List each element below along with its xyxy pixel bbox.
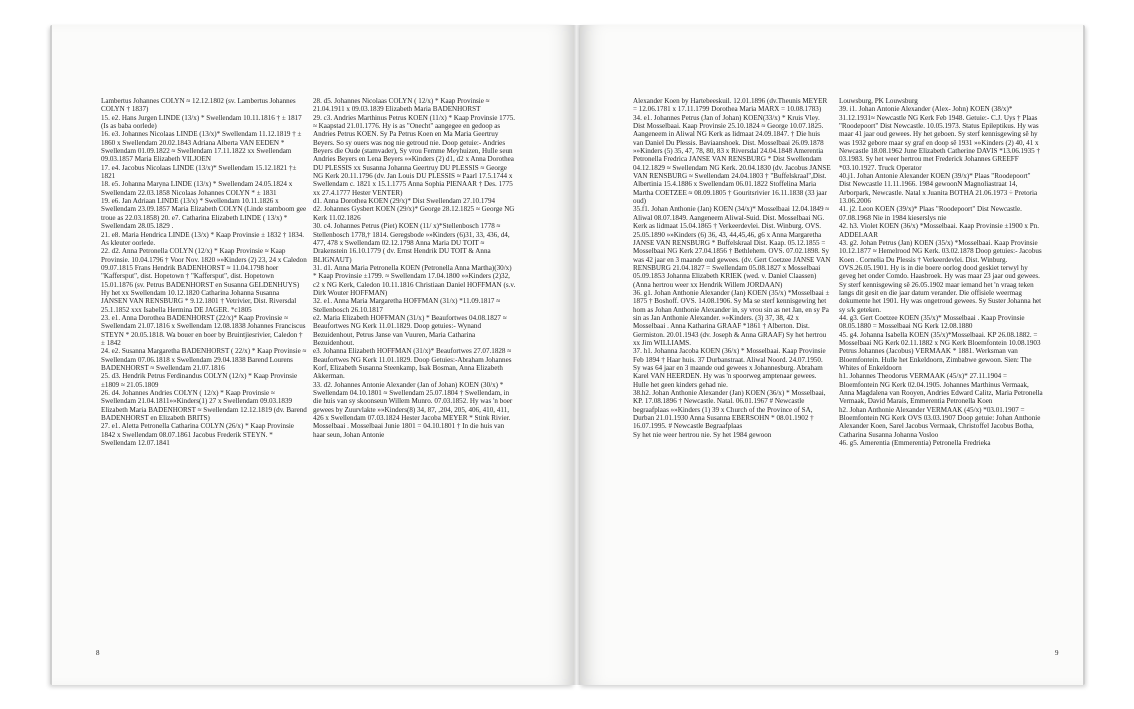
genealogy-entry: 40.j1. Johan Antonie Alexander KOEN (39/x)* Plaas "Roodepoort" Dist Newcastle 11.11.1966. 1984 gewoonN Magnoliastraat 14, Arborpark, Newcastle. Natal x Juanita BOTHA 21.06.1973 ÷ Pretoria 13.06.2006 [839,172,1038,206]
genealogy-entry: 18. e5. Johanna Maryna LINDE (13/x) * Swellendam 24.05.1824 x Swellendam 22.03.1858 Nicolaas Johannes COLYN * ± 1831 [101,180,293,197]
genealogy-entry: 45. g4. Johanna Isabella KOEN (35/x)*Mosselbaai. KP 26.08.1882. = Mosselbaai NG Kerk 02.11.1882 x NG Kerk Bloemfontein 10.08.1903 Petrus Johannes (Jacobus) VERMAAK * 1881. Werksman van Bloemfontein. Hulle het Enkeldoorn, Zimbabwe gewoon. Sien: The Whites of Enkeldoorn [839,330,1041,372]
genealogy-entry: 44. g3. Gert Coetzee KOEN (35/x)* Mosselbaai . Kaap Provinsie 08.05.1880 = Mosselbaai NG Kerk 12.08.1880 [839,313,1025,331]
genealogy-entry: 33. d2. Johannes Antonie Alexander (Jan of Johan) KOEN (30/x) * Swellendam 04.10.1801 ≈ Swellendam 25.07.1804 † Swellendam, in die huis van sy skoonseun Willem Munro. 07.03.1852. Hy was 'n boer gewees by Zuurvlakte »»Kinders(8) 34, 87, ,204, 205, 406, 410, 411, 426 x Swellendam 07.03.1824 Hester Jacoba MEYER * Stink Rivier. Mosselbaai . Mosselbaai Junie 1801 = 04.10.1801 † In die huis van haar seun, Johan Antonie [313,380,513,439]
genealogy-entry: 35.f1. Johan Anthonie (Jan) KOEN (34/x)* Mosselbaai 12.04.1849 ≈ Aliwal 08.07.1849. Aangeneem Aliwal-Suid. Dist. Mosselbaai NG. Kerk as lidmaat 15.04.1865 † Verkeerdevlei. Dist. Winburg. OVS. 25.05.1890 »»Kinders (6) 36, 43, 44,45,46, g6 x Anna Margaretha JANSE VAN RENSBURG * Buffelskraal Dist. Kaap. 05.12.1855 = Mosselbaai NG Kerk 27.04.1856 † Bethlehem. OVS. 07.02.1898. Sy was 42 jaar en 3 maande oud gewees. (dv. Gert Coetzee JANSE VAN RENSBURG 21.04.1827 = Swellendam 05.08.1827 x Mosselbaai 05.09.1853 Johanna Elizabeth KRIEK (wed. v. Daniel Claassen) (Anna hertrou weer xx Hendrik Willem JORDAAN) [633,205,831,289]
genealogy-entry: Alexander Koen by Hartebeeskuil. 12.01.1896 (dv.Theunis MEYER = 12.06.1781 x 17.11.1799 Dorothea Maria MARX = 10.08.1783) [633,97,828,114]
genealogy-entry: 30. c4. Johannes Petrus (Piet) KOEN (11/ x)*Stellenbosch 1778 ≈ Stellenbosch 1778,† 1814. Geregsbode »»Kinders (6)31, 33, 436, d4, 477, 478 x Swellendam 02.12.1798 Anna Maria DU TOIT ≈ Drakenstein 16.10.1779 ( dv. Ernst Hendrik DU TOIT & Anna BLIGNAUT) [313,222,510,264]
genealogy-entry: 17. e4. Jacobus Nicolaas LINDE (13/x)* Swellendam 15.12.1821 †± 1821 [101,163,297,181]
left-page-column-2 [313,97,516,627]
genealogy-entry: 26. d4. Johannes Andries COLYN ( 12/x) * Kaap Provinsie ≈ Swellendam 21.04.1811»»Kinders(1) 27 x Swellendam 09.03.1839 Elizabeth Maria BADENHORST ≈ Swellendam 12.12.1819 (dv. Barend BADENHORST en Elizabeth BRITS) [101,389,307,423]
right-page-column-1 [633,97,831,627]
left-page-number: 8 [96,649,100,657]
left-page [50,25,574,685]
genealogy-entry: 22. d2. Anna Petronella COLYN (12/x) * Kaap Provinsie ≈ Kaap Provinsie. 10.04.1796 † Voor Nov. 1820 »»Kinders (2) 23, 24 x Caledon 09.07.1815 Frans Hendrik BADENHORST ≈ 11.04.1798 hoer "Kaffersput", dist. Hopetown † "Kaffersput", dist. Hopetown 15.01.1876 (sv. Petrus BADENHORST en Susanna GELDENHUYS) Hy het xx Swellendam 10.12.1820 Catharina Johanna Susanna JANSEN VAN RENSBURG * 9.12.1801 † Vetrivier, Dist. Riversdal 25.1.1852 xxx Isabella Hermina DE JAGER. *c1805 [101,247,307,314]
genealogy-entry: 42. h3. Violet KOEN (36/x) *Mosselbaai. Kaap Provinsie ±1900 x Pn. ADDELAAR [839,222,1039,239]
genealogy-entry: e3. Johanna Elizabeth HOFFMAN (31/x)* Beaufortwes 27.07.1828 ≈ Beaufortwes NG Kerk 11.01.1829. Doop Getuies:-Abraham Johannes Korf, Elizabeth Susanna Steenkamp, Isak Bosman, Anna Elizabeth Akkerman. [313,347,512,381]
left-page-column-1 [101,97,307,627]
genealogy-entry: h1. Johannes Theodorus VERMAAK (45/x)* 27.11.1904 = Bloemfontein NG Kerk 02.04.1905. Johannes Marthinus Vermaak, Anna Magdalena van Rooyen, Andries Edward Calitz, Maria Petronella Vermaak, David Marais, Emmerentia Petronella Koen [839,372,1043,406]
genealogy-entry: 24. e2. Susanna Margaretha BADENHORST ( 22/x) * Kaap Provinsie ≈ Swellendam 07.06.1818 x Swellendam 29.04.1838 Barend Lourens BADENHORST ≈ Swellendam 21.07.1816 [101,347,307,372]
genealogy-entry: Louwsburg, PK Louwsburg [839,97,918,105]
right-page [580,25,1085,685]
genealogy-entry: Sy het nie weer hertrou nie. Sy het 1984 gewoon [633,430,772,439]
right-page-column-2 [839,97,1044,627]
right-page-number: 9 [1055,649,1059,657]
genealogy-entry: 31. d1. Anna Maria Petronella KOEN (Petronella Anna Martha)(30/x) * Kaap Provinsie ±1799. ≈ Swellendam 17.04.1800 »»Kinders (2)32, c2 x NG Kerk, Caledon 10.11.1816 Christiaan Daniel HOFFMAN (s.v. Dirk Wouter HOFFMAN) [313,263,516,297]
genealogy-entry: 28. d5. Johannes Nicolaas COLYN ( 12/x) * Kaap Provinsie ≈ 21.04.1911 x 09.03.1839 Elizabeth Maria BADENHORST [313,97,490,114]
genealogy-entry: 16. e3. Johannes Nicolaas LINDE (13/x)* Swellendam 11.12.1819 † ± 1860 x Swellendam 20.02.1843 Adriana Alberta VAN EEDEN * Swellendam 01.09.1822 ≈ Swellendam 17.11.1822 xx Swellendam 09.03.1857 Maria Elizabeth VILJOEN [101,130,302,164]
genealogy-entry: h2. Johan Anthonie Alexander VERMAAK (45/x) *03.01.1907 = Bloemfontein NG Kerk OVS 03.03.1907 Doop getuie: Johan Anthonie Alexander Koen, Sarel Jacobus Vermaak, Christoffel Jacobus Botha, Catharina Susanna Johanna Vosloo [839,405,1041,439]
genealogy-entry: 25. d3. Hendrik Petrus Ferdinandus COLYN (12/x) * Kaap Provinsie ±1809 ≈ 21.05.1809 [101,372,298,389]
genealogy-entry: e2. Maria Elizabeth HOFFMAN (31/x) * Beaufortwes 04.08.1827 ≈ Beaufortwes NG Kerk 11.01.1829. Doop getuies:- Wynand Bezuidenhout, Petrus Janse van Vuuren, Maria Catharina Bezuidenhout. [313,313,507,347]
genealogy-entry: Lambertus Johannes COLYN ≈ 12.12.1802 (sv. Lambertus Johannes COLYN † 1837) [101,97,296,114]
genealogy-entry: 19. e6. Jan Adriaan LINDE (13/x) * Swellendam 10.11.1826 x Swellendam 23.09.1857 Maria Elizabeth COLYN (Linde stamboom gee troue as 22.03.1858) 20. e7. Catharina Elizabeth LINDE ( 13/x) * Swellendam 28.05.1829 . [101,197,307,231]
genealogy-entry: 43. g2. Johan Petrus (Jan) KOEN (35/x) *Mosselbaai. Kaap Provinsie 10.12.1877 ≈ Hemelrood NG Kerk. 03.02.1878 Doop getuies:- Jacobus Koen . Cornelia Du Plessis † Verkeerdevlei. Dist. Winburg. OVS.26.05.1901. Hy is in die boere oorlog dood geskiet terwyl hy geveg het onder Comdo. Haasbroek. Hy was maar 23 jaar oud gewees. Sy sterf kennisgewing sê 26.05.1902 maar iemand het 'n vraag teken langs dit gesit en die jaar datum verander. Die offisiele weermag dokumente het 1901. Hy was ongetroud gewees. Sy Suster Johanna het sy s/k geteken. [839,238,1042,314]
genealogy-entry: d2. Johannes Gysbert KOEN (29/x)* George 28.12.1825 ≈ George NG Kerk 11.02.1826 [313,205,515,222]
genealogy-entry: 21. e8. Maria Hendrica LINDE (13/x) * Kaap Provinsie ± 1832 † 1834. As kleuter oorlede. [101,230,305,247]
genealogy-entry: 46. g5. Amerentia (Emmerentia) Petronella Fredrieka [839,439,991,448]
genealogy-entry: 38.h2. Johan Anthonie Alexander (Jan) KOEN (36/x) * Mosselbaai, KP. 17.08.1896 † Newcastle. Natal. 06.01.1967 # Newcastle begraafplaas »»Kinders (1) 39 x Church of the Province of SA, Durban 21.01.1930 Anna Susanna EBERSOHN * 08.01.1902 † 16.07.1995. # Newcastle Begraafplaas [633,389,826,431]
genealogy-entry: 15. e2. Hans Jurgen LINDE (13/x) * Swellendam 10.11.1816 † ± 1817 (Is as baba oorlede) [101,113,302,131]
genealogy-entry: 27. e1. Aletta Petronella Catharina COLYN (26/x) * Kaap Provinsie 1842 x Swellendam 08.07.1861 Jacobus Frederik STEYN. * Swellendam 12.07.1841 [101,422,294,448]
genealogy-entry: 41. j2. Leon KOEN (39/x)* Plaas "Roodepoort" Dist Newcastle. 07.08.1968 Nie in 1984 kieserslys nie [839,205,1022,222]
genealogy-entry: 39. i1. Johan Antonie Alexander (Alex- John) KOEN (38/x)* 31.12.1931≈ Newcastle NG Kerk Feb 1948. Getuie:- C.J. Uys † Plaas "Roodepoort" Dist Newcastle. 10.05.1973. Status Epileptikus. Hy was maar 41 jaar oud gewees. Hy het geboen. Sy sterf kennisgewing sê hy was 1932 gebore maar sy graf en doop sê 1931 »»Kinders (2) 40, 41 x Newcastle 18.08.1962 June Elizabeth Catherine DAVIS *13.06.1935 † 03.1983. Sy het weer hertrou met Frederick Johannes GREEFF *03.10.1927. Truck Operator [839,105,1041,172]
genealogy-entry: 29. c3. Andries Marthinus Petrus KOEN (11/x) * Kaap Provinsie 1775. ≈ Kaapstad 21.01.1776. Hy is as "Onecht" aangegee en gedoop as Andries Petrus KOEN. Sy Pa Petrus Koen en Ma Maria Geertruy Beyers. So sy ouers was nog nie getroud nie. Doop getuie:- Andries Beyers die Oude (stamvader), Sy vrou Femme Meyhuizen, Hulle seun Andries Beyers en Lena Beyers »»Kinders (2) d1, d2 x Anna Dorothea DU PLESSIS xx Susanna Johanna Geertruy DU PLESSIS ≈ George NG Kerk 20.11.1796 (dv. Jan Louis DU PLESSIS ≈ Paarl 17.5.1744 x Swellendam c. 1821 x 15.1.1775 Anna Sophia PIENAAR † Des. 1775 xx 27.4.1777 Hester VENTER) [313,113,516,197]
genealogy-entry: 37. h1. Johanna Jacoba KOEN (36/x) * Mosselbaai. Kaap Provinsie Feb 1894 † Haar huis. 37 Durbanstraat. Aliwal Noord. 24.07.1950. Sy was 64 jaar en 3 maande oud gewees x Johannesburg. Abraham Karel VAN HEERDEN. Hy was 'n spoorweg amptenaar gewees. Hulle het geen kinders gehad nie. [633,347,826,389]
genealogy-entry: 23. e1. Anna Dorothea BADENHORST (22/x)* Kaap Provinsie ≈ Swellendam 21.07.1816 x Swellendam 12.08.1838 Johannes Franciscus STEYN * 20.05.1818. Wa bouer en boer by Bruintjiesrivier, Caledon † ± 1842 [101,313,306,347]
genealogy-entry: 36. g1. Johan Anthonie Alexander (Jan) KOEN (35/x) *Mosselbaai ± 1875 † Boshoff. OVS. 14.08.1906. Sy Ma se sterf kennisgewing het hom as Johan Anthonie Alexander in, sy vrou sin as net Jan, en sy Pa sin as Jan Anthonie Alexander. »»Kinders. (3) 37, 38, 42 x Mosselbaai . Anna Katharina GRAAF *1861 † Alberton. Dist. Germiston. 20.01.1943 (dv. Joseph & Anna GRAAF) Sy het hertrou xx Jim WILLIAMS. [633,288,830,347]
genealogy-entry: 32. e1. Anna Maria Margaretha HOFFMAN (31/x) *11.09.1817 ≈ Stellenbosch 26.10.1817 [313,297,501,314]
genealogy-entry: 34. e1. Johannes Petrus (Jan of Johan) KOEN(33/x) * Kruis Vley. Dist Mosselbaai. Kaap Provinsie 25.10.1824 ≈ George 10.07.1825. Aangeneem in Aliwal NG Kerk as lidmaat 24.09.1847. † Die huis van Daniel Du Plessis. Baviaanshoek. Dist. Mosselbaai 26.09.1878 »»Kinders (5) 35, 47, 78, 80, 83 x Riversdal 24.04.1848 Amerentia Petronella Fredrica JANSE VAN RENSBURG * Dist Swellendam 04.12.1829 ≈ Swellendam NG Kerk. 20.04.1830 (dv. Jacobus JANSE VAN RENSBURG ≈ Swellendam 24.04.1803 † "Buffelskraal",Dist. Albertinia 15.4.1886 x Swellendam 06.01.1822 Stoffelina Maria Martha COETZEE ≈ 08.09.1805 † Gouritsrivier 16.11.1838 (33 jaar oud) [633,113,831,206]
genealogy-entry: d1. Anna Dorothea KOEN (29/x)* Dist Swellendam 27.10.1794 [313,197,496,206]
